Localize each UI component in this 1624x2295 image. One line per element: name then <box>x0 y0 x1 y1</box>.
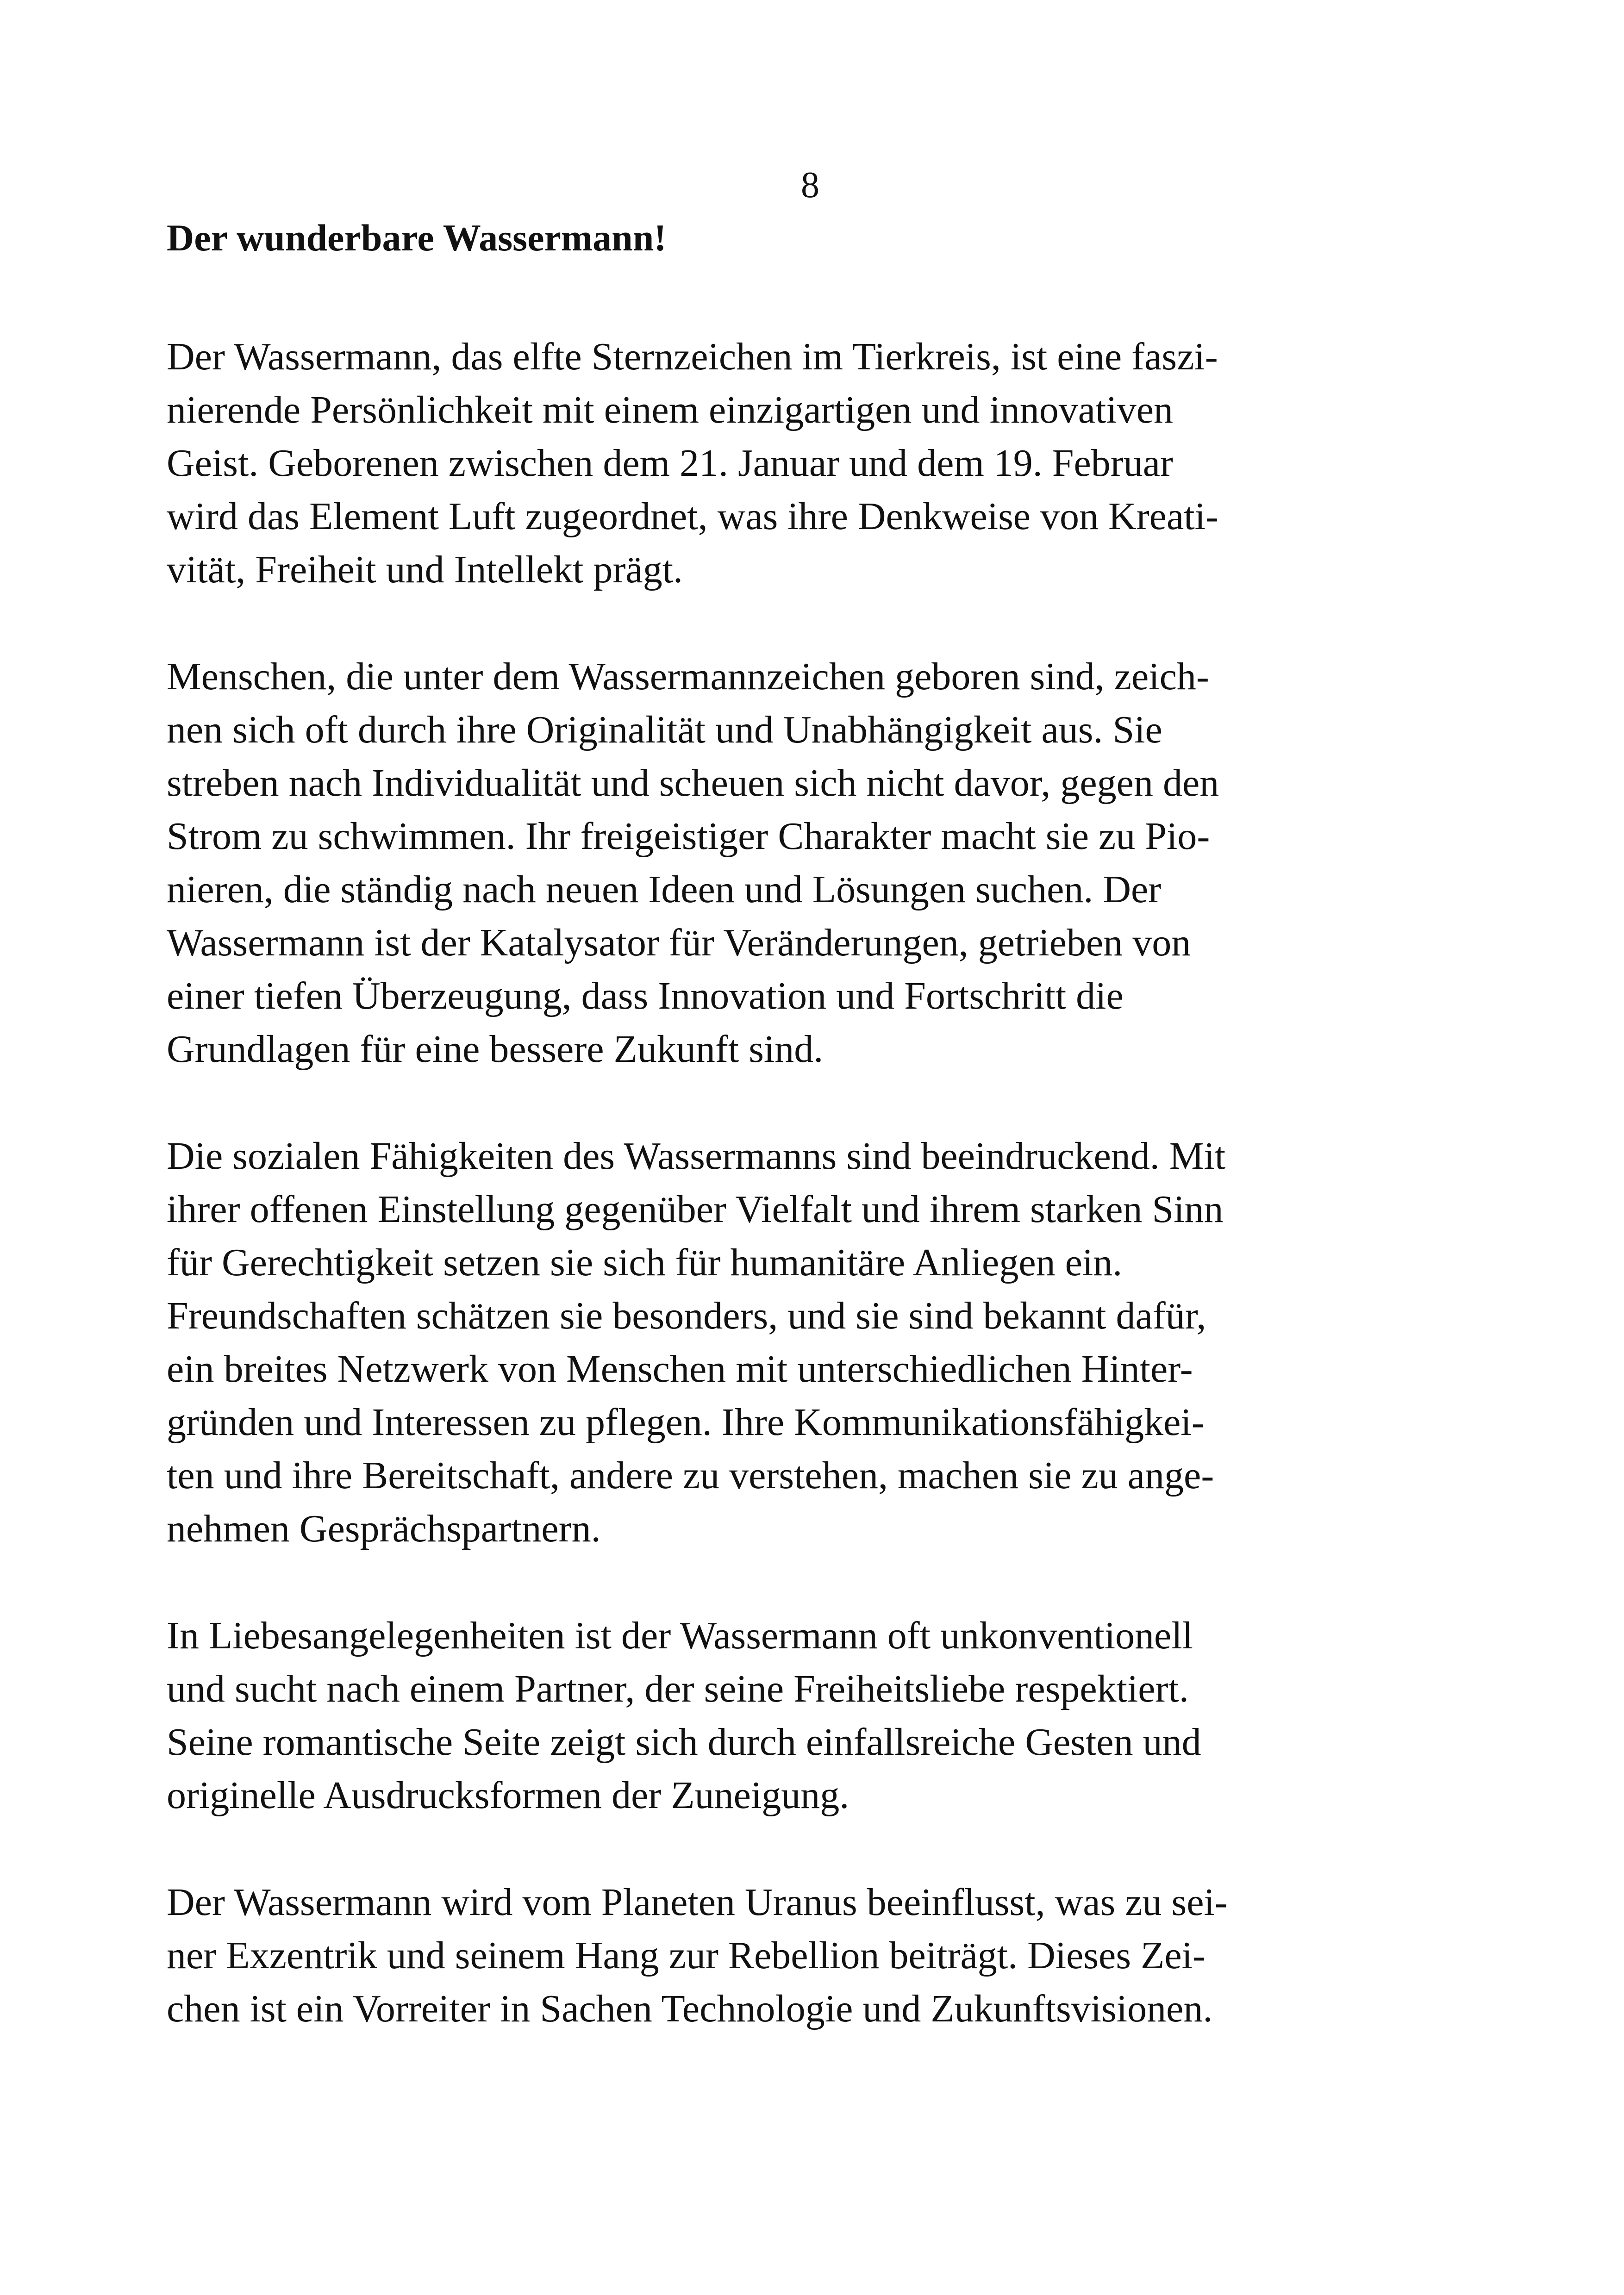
paragraph-5 <box>167 1876 1454 2035</box>
text-line: Der Wassermann, das elfte Sternzeichen im Tierkreis, ist eine faszi- <box>167 335 1218 378</box>
text-line: nieren, die ständig nach neuen Ideen und Lösungen suchen. Der <box>167 868 1162 911</box>
text-line: Geist. Geborenen zwischen dem 21. Januar und dem 19. Februar <box>167 442 1174 485</box>
paragraph-1 <box>167 330 1454 596</box>
text-line: Freundschaften schätzen sie besonders, und sie sind bekannt dafür, <box>167 1294 1206 1337</box>
text-line: In Liebesangelegenheiten ist der Wassermann oft unkonventionell <box>167 1614 1193 1657</box>
page-content <box>167 211 1454 2035</box>
text-line: vität, Freiheit und Intellekt prägt. <box>167 548 683 591</box>
text-line: ten und ihre Bereitschaft, andere zu verstehen, machen sie zu ange- <box>167 1454 1214 1497</box>
text-line: Seine romantische Seite zeigt sich durch einfallsreiche Gesten und <box>167 1721 1201 1764</box>
text-line: Grundlagen für eine bessere Zukunft sind. <box>167 1028 824 1071</box>
text-line: Die sozialen Fähigkeiten des Wassermanns sind beeindruckend. Mit <box>167 1135 1226 1178</box>
text-line: nierende Persönlichkeit mit einem einzigartigen und innovativen <box>167 388 1174 431</box>
text-line: nehmen Gesprächspartnern. <box>167 1507 601 1550</box>
text-line: originelle Ausdrucksformen der Zuneigung. <box>167 1774 849 1817</box>
text-line: für Gerechtigkeit setzen sie sich für humanitäre Anliegen ein. <box>167 1241 1123 1284</box>
text-line: chen ist ein Vorreiter in Sachen Technologie und Zukunftsvisionen. <box>167 1987 1213 2030</box>
text-line: gründen und Interessen zu pflegen. Ihre Kommunikationsfähigkei- <box>167 1401 1205 1444</box>
text-line: und sucht nach einem Partner, der seine Freiheitsliebe respektiert. <box>167 1667 1189 1710</box>
text-line: Menschen, die unter dem Wassermannzeichen geboren sind, zeich- <box>167 655 1209 698</box>
chapter-title: Der wunderbare Wassermann! <box>167 217 667 259</box>
text-line: streben nach Individualität und scheuen sich nicht davor, gegen den <box>167 761 1219 804</box>
text-line: Wassermann ist der Katalysator für Veränderungen, getrieben von <box>167 921 1191 964</box>
text-line: nen sich oft durch ihre Originalität und Unabhängigkeit aus. Sie <box>167 708 1162 751</box>
text-line: Der Wassermann wird vom Planeten Uranus beeinflusst, was zu sei- <box>167 1881 1228 1924</box>
paragraph-2 <box>167 650 1454 1076</box>
paragraph-4 <box>167 1609 1454 1822</box>
text-line: ein breites Netzwerk von Menschen mit unterschiedlichen Hinter- <box>167 1347 1193 1391</box>
text-line: wird das Element Luft zugeordnet, was ihre Denkweise von Kreati- <box>167 495 1218 538</box>
paragraph-3 <box>167 1129 1454 1555</box>
text-line: einer tiefen Überzeugung, dass Innovation und Fortschritt die <box>167 974 1124 1017</box>
text-line: ihrer offenen Einstellung gegenüber Vielfalt und ihrem starken Sinn <box>167 1188 1224 1231</box>
text-line: ner Exzentrik und seinem Hang zur Rebellion beiträgt. Dieses Zei- <box>167 1934 1206 1977</box>
text-line: Strom zu schwimmen. Ihr freigeistiger Charakter macht sie zu Pio- <box>167 815 1210 858</box>
page-number: 8 <box>801 165 819 206</box>
